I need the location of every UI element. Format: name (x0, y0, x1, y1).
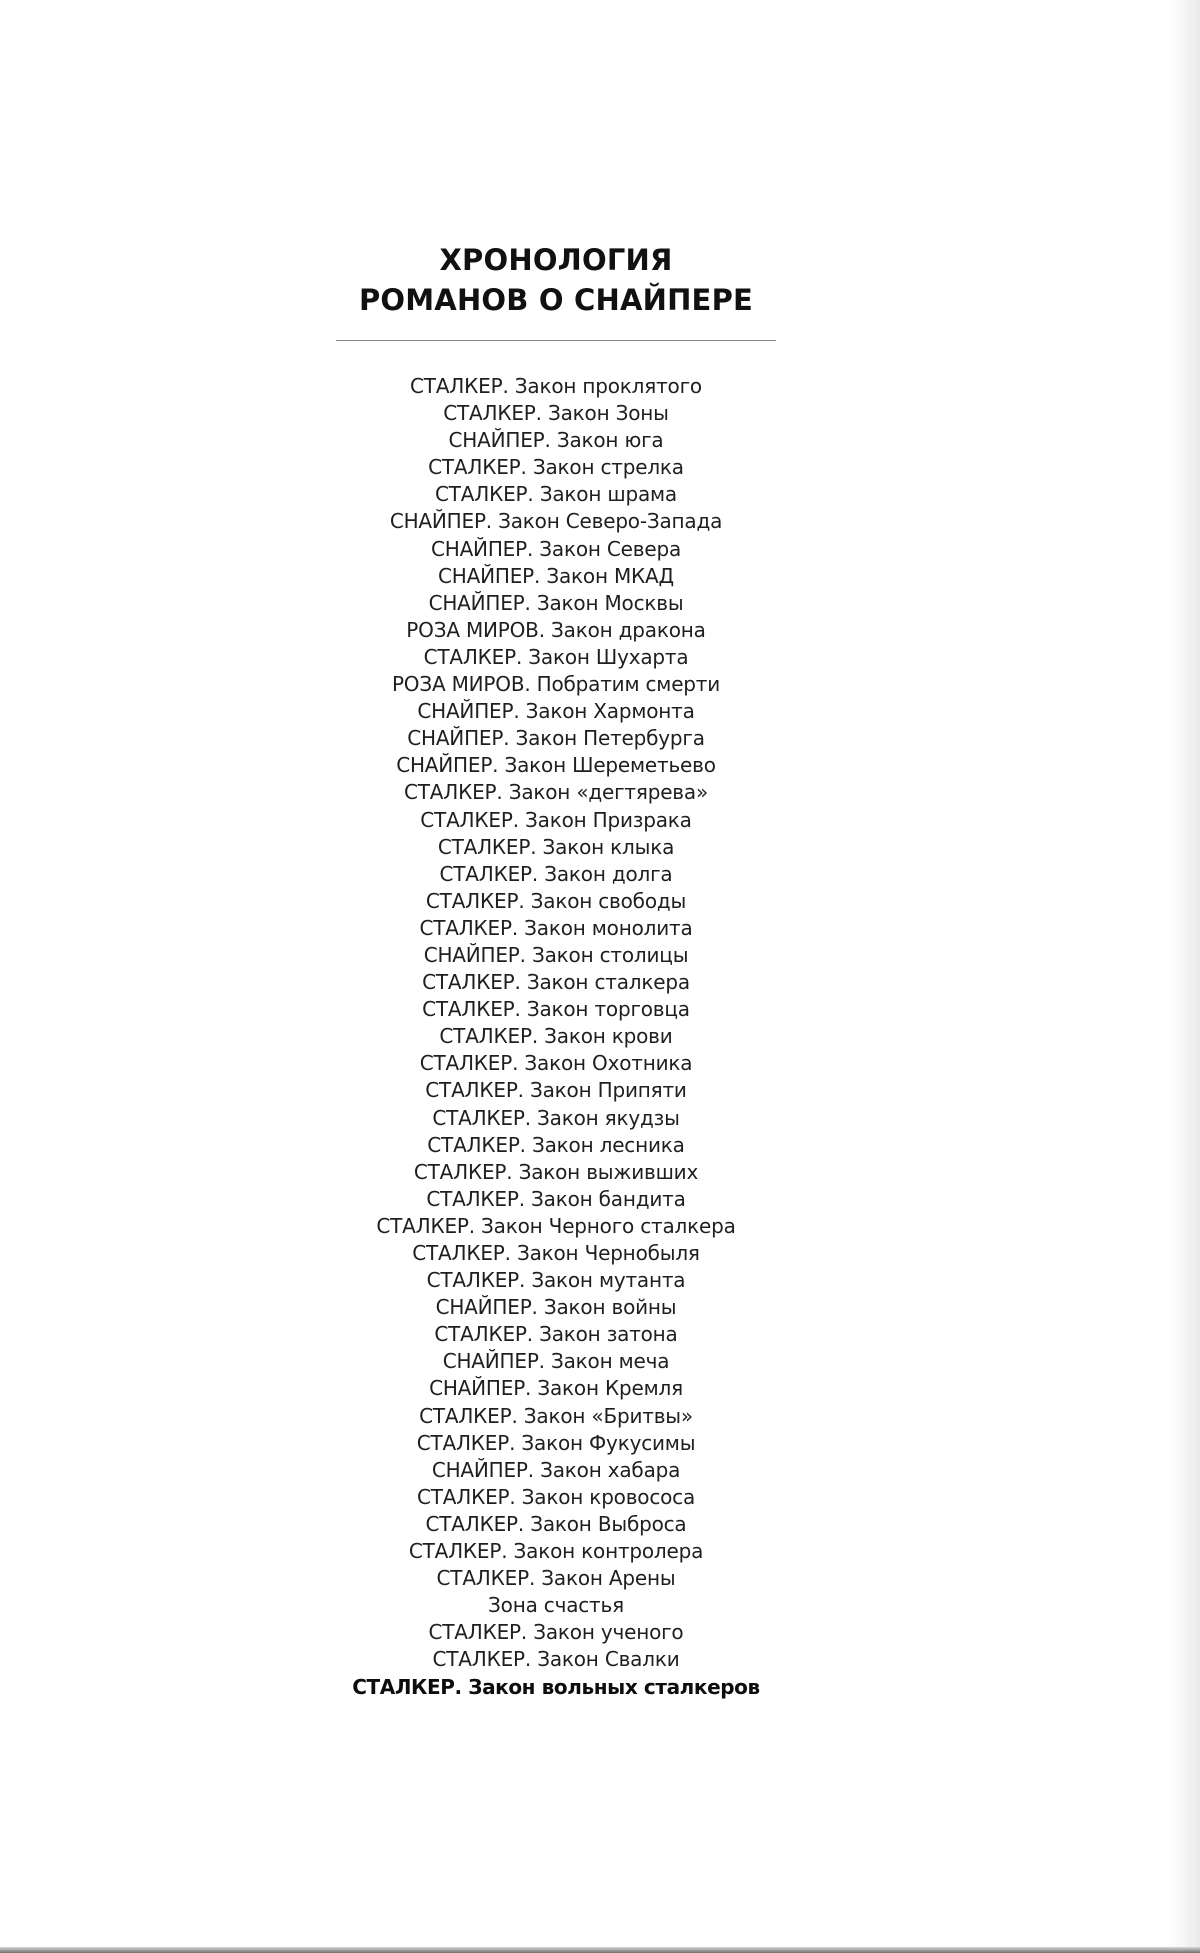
list-item: СТАЛКЕР. Закон Фукусимы (416, 1430, 696, 1455)
list-item: СНАЙПЕР. Закон Петербурга (407, 726, 705, 751)
list-item: СНАЙПЕР. Закон Севера (430, 536, 682, 561)
list-item: СТАЛКЕР. Закон крови (439, 1024, 673, 1049)
page-title (336, 240, 776, 320)
title-divider (336, 340, 776, 341)
list-item: СТАЛКЕР. Закон Зоны (443, 401, 669, 426)
list-item-latest-book: СТАЛКЕР. Закон вольных сталкеров (352, 1674, 760, 1699)
page-title-line-1: ХРОНОЛОГИЯ (439, 243, 673, 277)
list-item: СНАЙПЕР. Закон Москвы (428, 590, 684, 615)
page-bottom-edge (0, 1947, 1200, 1953)
list-item: СТАЛКЕР. Закон контролера (408, 1539, 704, 1564)
list-item: СТАЛКЕР. Закон Свалки (432, 1647, 680, 1672)
list-item: СТАЛКЕР. Закон затона (434, 1322, 678, 1347)
list-item: СНАЙПЕР. Закон Шереметьево (396, 753, 716, 778)
list-item: СТАЛКЕР. Закон «Бритвы» (419, 1403, 693, 1428)
list-item: СТАЛКЕР. Закон ученого (428, 1620, 684, 1645)
list-item: СТАЛКЕР. Закон сталкера (422, 970, 690, 995)
book-chronology-list (336, 373, 776, 1701)
list-item: СТАЛКЕР. Закон Припяти (425, 1078, 687, 1103)
list-item: СНАЙПЕР. Закон войны (435, 1295, 677, 1320)
list-item: СТАЛКЕР. Закон кровососа (416, 1484, 696, 1509)
list-item: СТАЛКЕР. Закон шрама (435, 482, 677, 507)
list-item: СТАЛКЕР. Закон бандита (426, 1186, 686, 1211)
list-item: СТАЛКЕР. Закон мутанта (426, 1268, 686, 1293)
list-item: СТАЛКЕР. Закон клыка (437, 834, 675, 859)
list-item: СНАЙПЕР. Закон Северо-Запада (389, 509, 723, 534)
list-item: СТАЛКЕР. Закон Призрака (420, 807, 692, 832)
list-item: СТАЛКЕР. Закон лесника (427, 1132, 685, 1157)
list-item: РОЗА МИРОВ. Закон дракона (406, 617, 706, 642)
list-item: СТАЛКЕР. Закон Шухарта (423, 644, 689, 669)
list-item: СНАЙПЕР. Закон хабара (431, 1457, 681, 1482)
list-item: СТАЛКЕР. Закон долга (439, 861, 673, 886)
list-item: СТАЛКЕР. Закон проклятого (410, 374, 702, 398)
list-item: СТАЛКЕР. Закон выживших (413, 1159, 699, 1184)
list-item: СТАЛКЕР. Закон Выброса (425, 1511, 687, 1536)
list-item: СНАЙПЕР. Закон юга (448, 428, 664, 453)
list-item: СТАЛКЕР. Закон стрелка (428, 455, 684, 480)
page-title-line-2: РОМАНОВ О СНАЙПЕРЕ (358, 283, 754, 317)
list-item: СНАЙПЕР. Закон МКАД (438, 563, 674, 588)
list-item: РОЗА МИРОВ. Побратим смерти (391, 672, 721, 697)
page-gutter-shadow (1168, 0, 1200, 1953)
list-item: СТАЛКЕР. Закон Арены (436, 1566, 676, 1591)
list-item: СНАЙПЕР. Закон Хармонта (417, 699, 695, 724)
list-item: СТАЛКЕР. Закон свободы (425, 888, 687, 913)
list-item: СТАЛКЕР. Закон Чернобыля (412, 1241, 700, 1265)
list-item: СНАЙПЕР. Закон Кремля (429, 1376, 683, 1401)
list-item: СТАЛКЕР. Закон «дегтярева» (404, 780, 708, 805)
list-item: Зона счастья (488, 1593, 624, 1618)
list-item: СТАЛКЕР. Закон монолита (419, 915, 693, 940)
list-item: СНАЙПЕР. Закон меча (442, 1349, 670, 1374)
list-item: СТАЛКЕР. Закон торговца (422, 997, 690, 1022)
list-item: СНАЙПЕР. Закон столицы (423, 942, 689, 967)
list-item: СТАЛКЕР. Закон якудзы (432, 1105, 680, 1130)
list-item: СТАЛКЕР. Закон Черного сталкера (376, 1213, 736, 1238)
list-item: СТАЛКЕР. Закон Охотника (419, 1051, 693, 1076)
